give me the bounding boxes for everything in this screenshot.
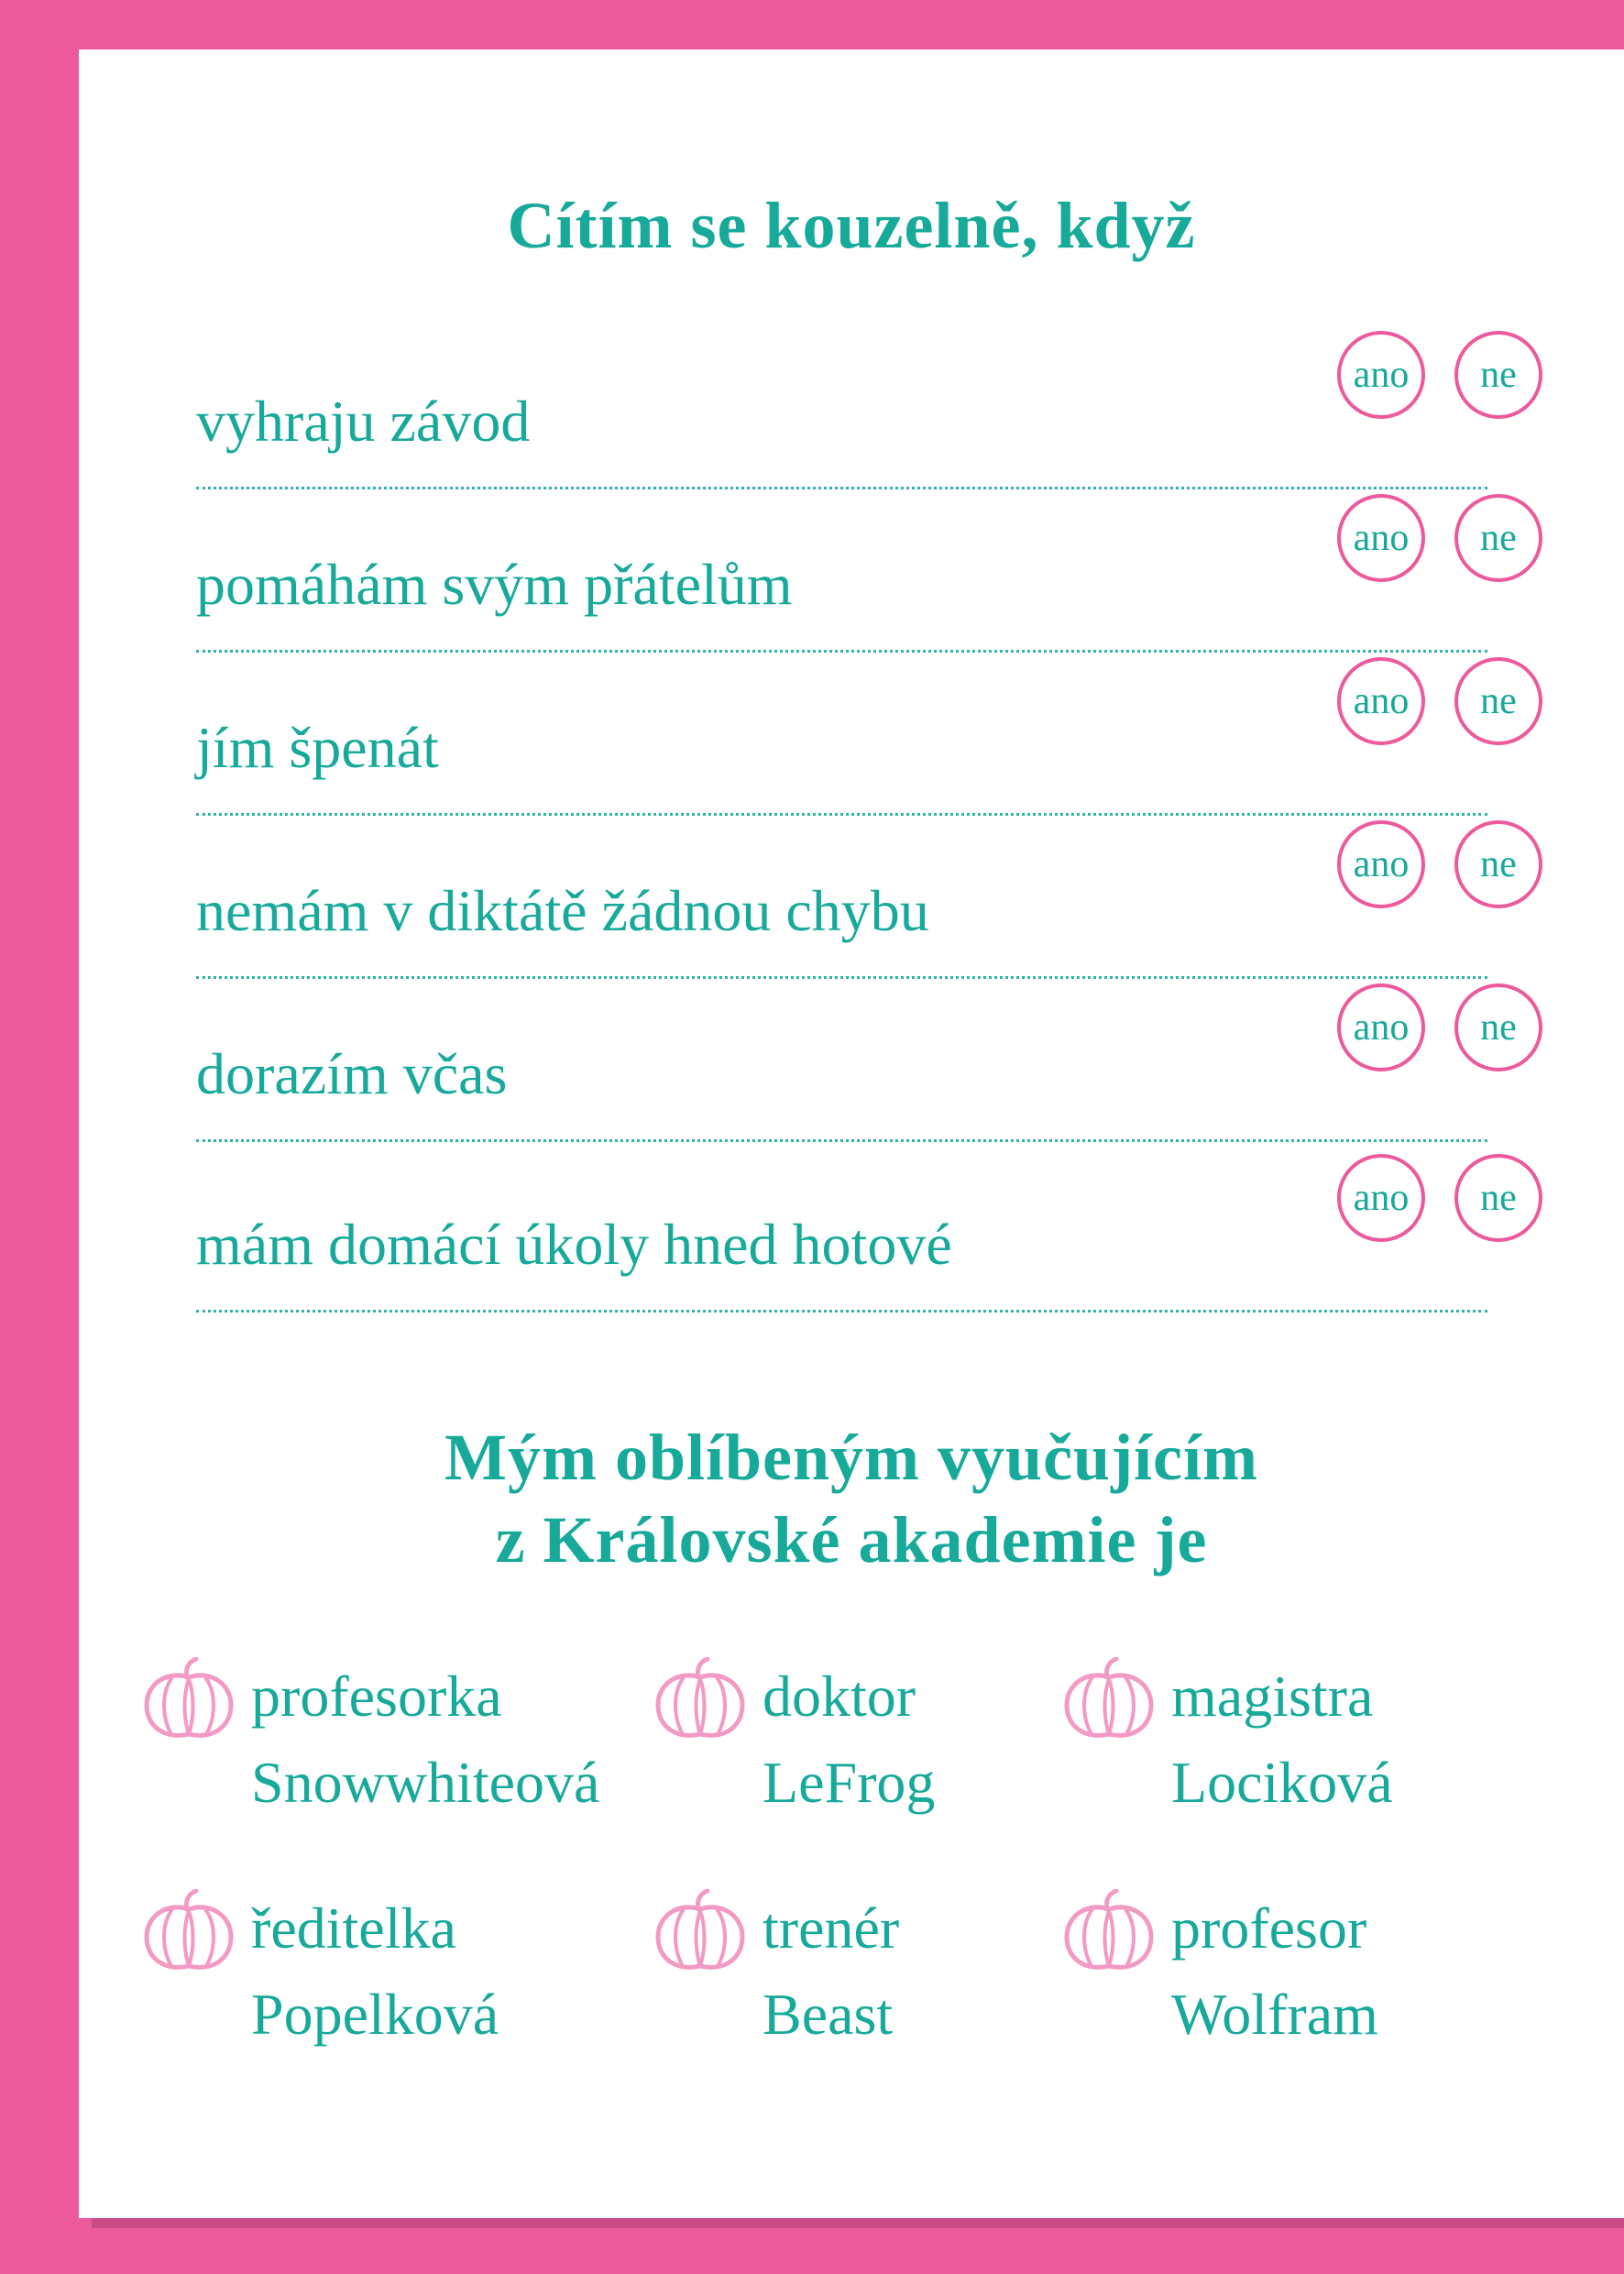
pumpkin-icon[interactable] [1063, 1657, 1155, 1744]
statement-row [196, 331, 1517, 489]
teacher-title: profesor [1171, 1895, 1367, 1961]
answer-no-button[interactable]: ne [1454, 494, 1542, 582]
teacher-name [763, 1653, 935, 1826]
statement-label: pomáhám svým přátelům [196, 552, 793, 617]
teacher-option[interactable] [143, 1889, 537, 2054]
teacher-name [1171, 1653, 1393, 1826]
answer-yes-button[interactable]: ano [1337, 657, 1425, 745]
section-title-teacher [79, 1416, 1624, 1581]
statement-row [196, 820, 1517, 979]
answer-yes-button[interactable]: ano [1337, 331, 1425, 419]
teacher-title: trenér [763, 1895, 900, 1961]
statement-row [196, 983, 1517, 1142]
worksheet-page [79, 49, 1624, 2218]
teacher-name [251, 1885, 499, 2058]
teacher-surname: Beast [763, 1982, 894, 2047]
teacher-name [763, 1885, 899, 2058]
answer-yes-button[interactable]: ano [1337, 983, 1425, 1071]
answer-yes-button[interactable]: ano [1337, 494, 1425, 582]
statement-label: vyhraju závod [196, 389, 531, 454]
section-title-line-1: Mým oblíbeným vyučujícím [444, 1421, 1258, 1494]
statement-label: mám domácí úkoly hned hotové [196, 1212, 952, 1277]
teacher-surname: Lociková [1171, 1750, 1393, 1815]
answer-no-button[interactable]: ne [1454, 331, 1542, 419]
statement-row [196, 1154, 1517, 1313]
teacher-title: magistra [1171, 1664, 1374, 1729]
statement-label: nemám v diktátě žádnou chybu [196, 878, 929, 943]
teacher-title: doktor [763, 1664, 916, 1729]
pumpkin-icon[interactable] [143, 1889, 235, 1976]
teacher-surname: Wolfram [1171, 1982, 1378, 2047]
teacher-option[interactable] [1063, 1889, 1457, 2054]
teacher-option[interactable] [1063, 1657, 1457, 1822]
teacher-surname: Snowwhiteová [251, 1750, 600, 1815]
answer-no-button[interactable]: ne [1454, 820, 1542, 908]
answer-no-button[interactable]: ne [1454, 1154, 1542, 1242]
answer-yes-button[interactable]: ano [1337, 1154, 1425, 1242]
teacher-name [1171, 1885, 1378, 2058]
statement-row [196, 494, 1517, 653]
teacher-name [251, 1653, 599, 1826]
teacher-title: ředitelka [251, 1895, 456, 1961]
answer-no-button[interactable]: ne [1454, 657, 1542, 745]
section-title-magic: Cítím se kouzelně, když [507, 189, 1196, 262]
teacher-option[interactable] [654, 1657, 1048, 1822]
teacher-title: profesorka [251, 1664, 502, 1729]
section-title-line-2: z Královské akademie je [495, 1503, 1208, 1576]
pumpkin-icon[interactable] [654, 1657, 746, 1744]
statement-row [196, 657, 1517, 816]
answer-yes-button[interactable]: ano [1337, 820, 1425, 908]
teacher-surname: Popelková [251, 1982, 499, 2047]
statement-label: dorazím včas [196, 1041, 508, 1106]
statement-label: jím špenát [196, 715, 439, 780]
teacher-surname: LeFrog [763, 1750, 936, 1815]
answer-no-button[interactable]: ne [1454, 983, 1542, 1071]
teacher-option[interactable] [654, 1889, 1048, 2054]
pumpkin-icon[interactable] [143, 1657, 235, 1744]
pumpkin-icon[interactable] [1063, 1889, 1155, 1976]
pumpkin-icon[interactable] [654, 1889, 746, 1976]
teacher-option[interactable] [143, 1657, 600, 1822]
